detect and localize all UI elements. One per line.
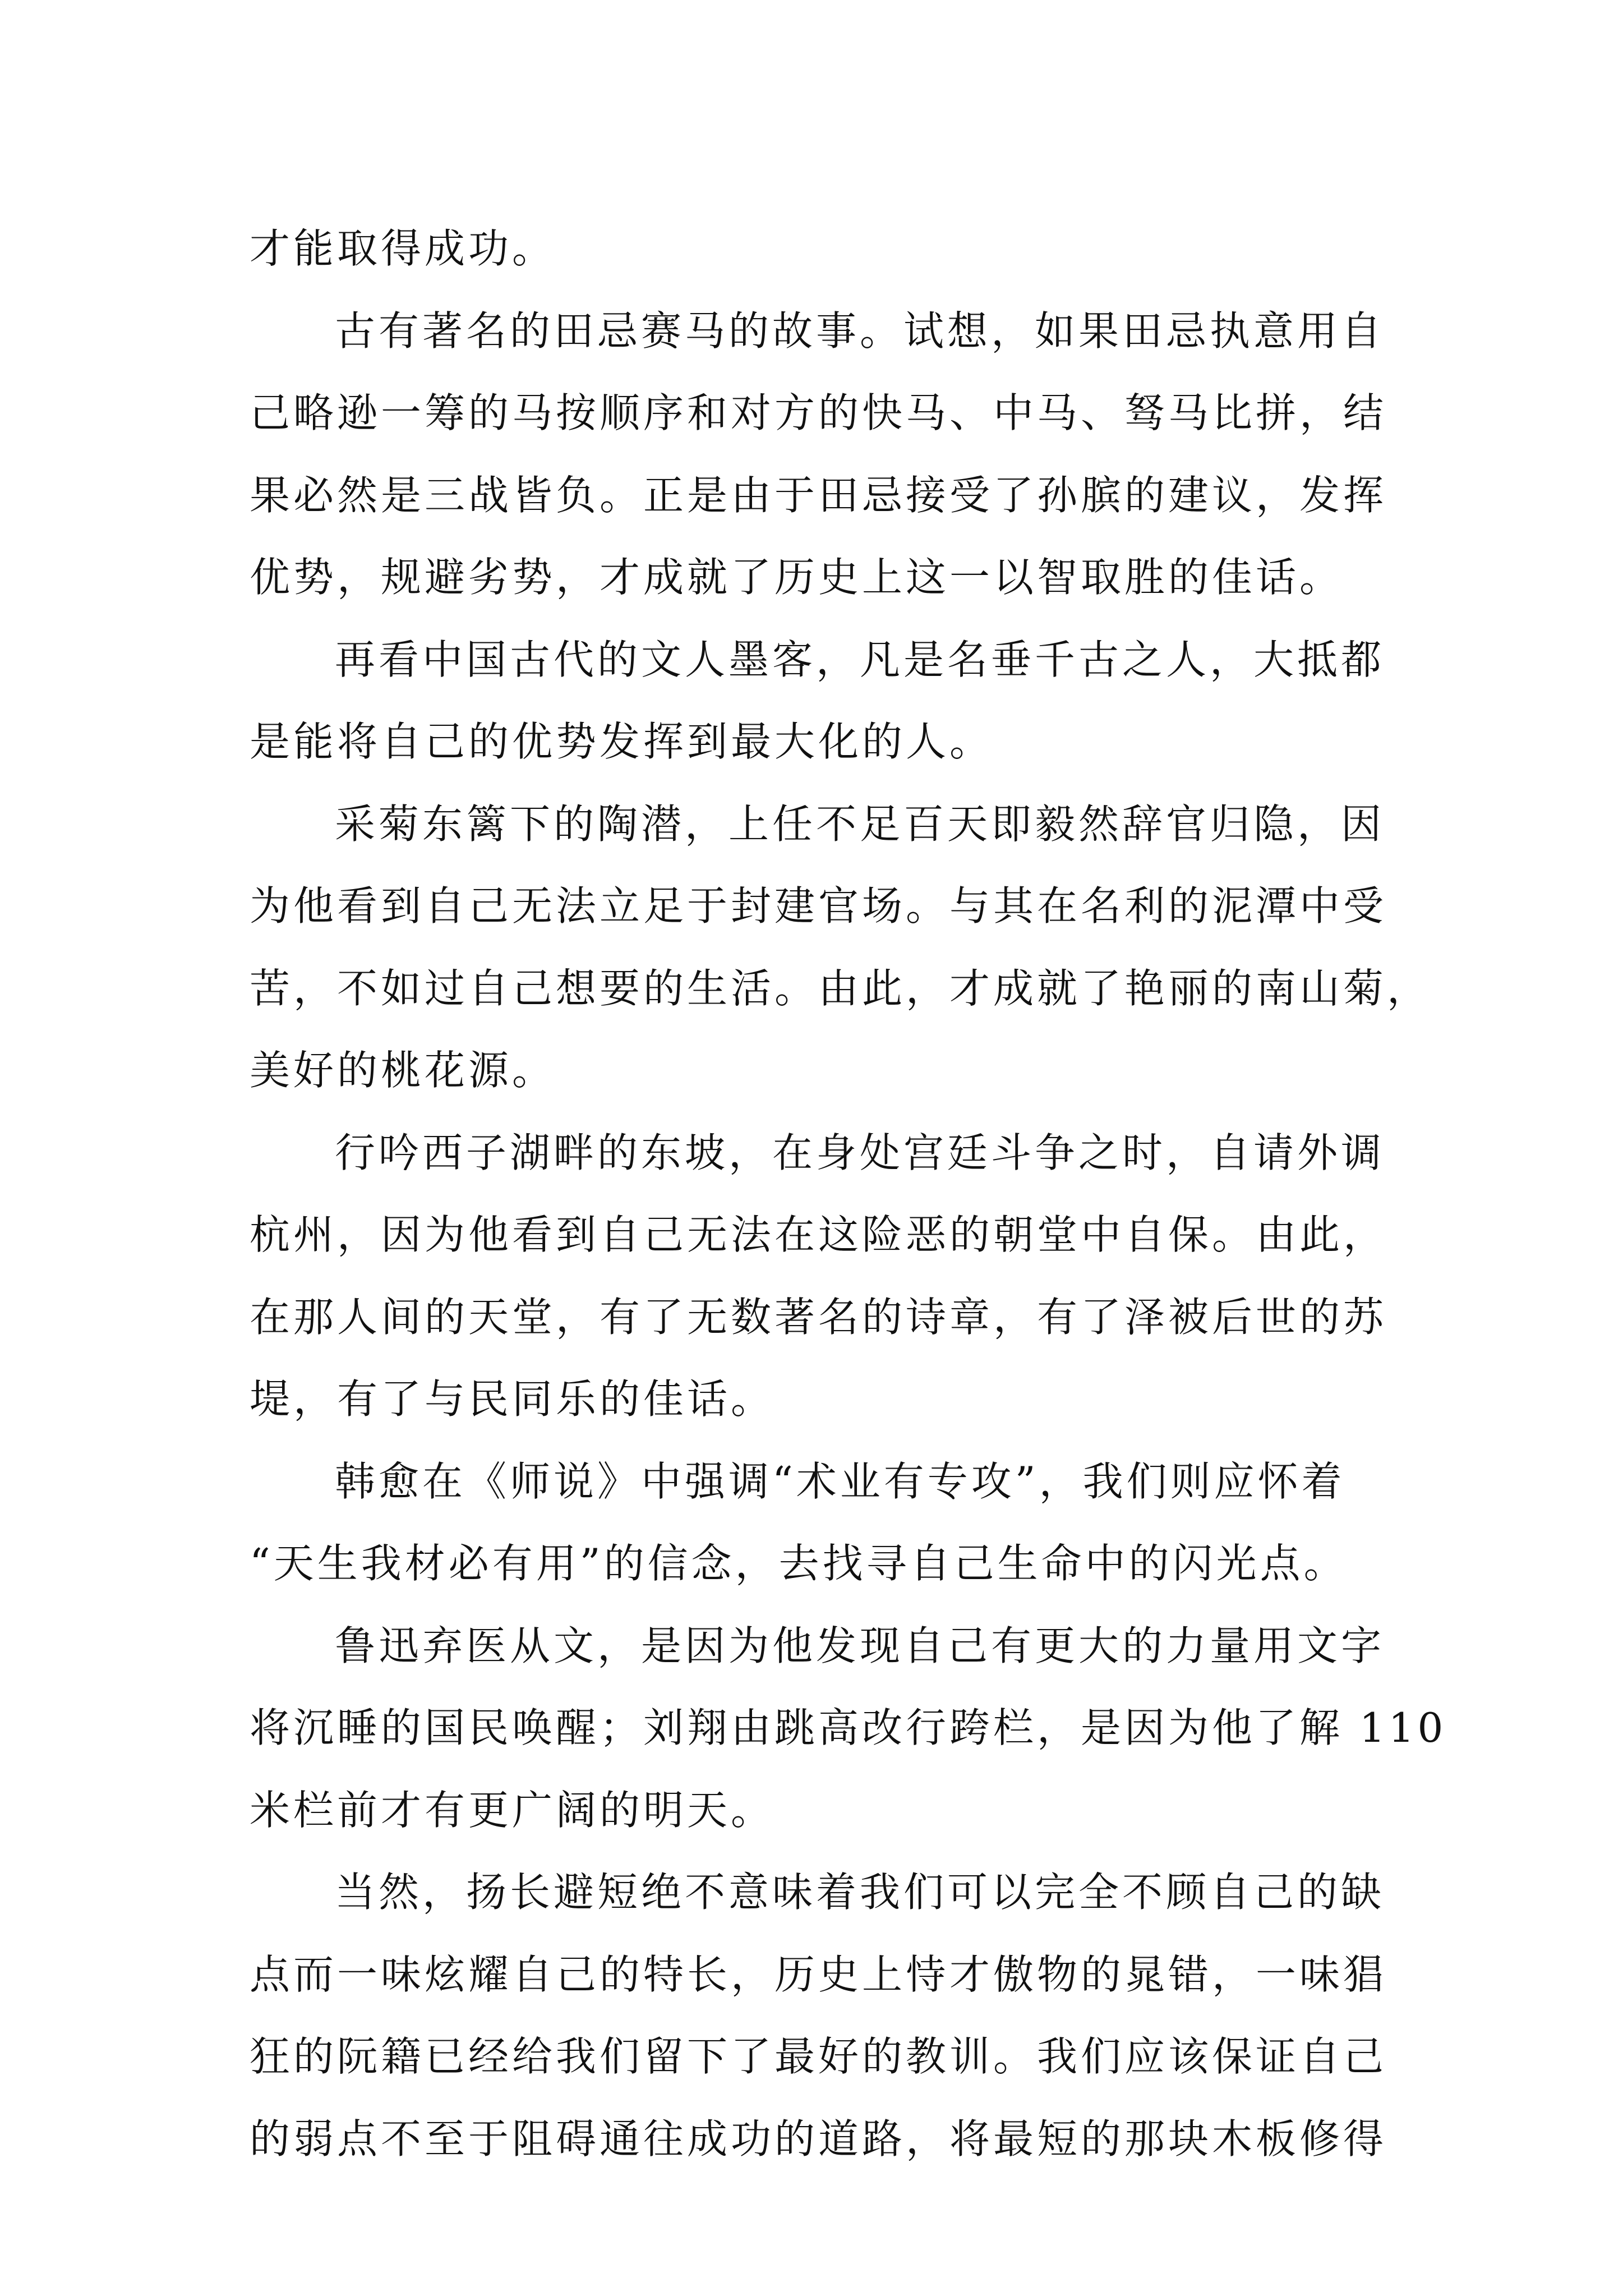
text-line: 果必然是三战皆负。正是由于田忌接受了孙膑的建议，发挥 (250, 471, 1387, 519)
text-line: 堤，有了与民同乐的佳话。 (250, 1375, 775, 1423)
paragraph-first-line: 采菊东篱下的陶潜，上任不足百天即毅然辞官归隐，因 (335, 800, 1385, 848)
text-line: 点而一味炫耀自己的特长，历史上恃才傲物的晁错，一味猖 (250, 1950, 1387, 1998)
text-line: “天生我材必有用”的信念，去找寻自己生命中的闪光点。 (250, 1540, 1348, 1587)
paragraph-first-line: 韩愈在《师说》中强调“术业有专攻”，我们则应怀着 (335, 1457, 1345, 1505)
text-line: 在那人间的天堂，有了无数著名的诗章，有了泽被后世的苏 (250, 1293, 1387, 1341)
text-line: 狂的阮籍已经给我们留下了最好的教训。我们应该保证自己 (250, 2033, 1387, 2080)
text-line: 己略逊一筹的马按顺序和对方的快马、中马、驽马比拼，结 (250, 389, 1387, 436)
text-line: 苦，不如过自己想要的生活。由此，才成就了艳丽的南山菊， (250, 964, 1431, 1012)
text-line: 才能取得成功。 (250, 225, 556, 272)
text-line: 米栏前才有更广阔的明天。 (250, 1786, 775, 1834)
paragraph-first-line: 古有著名的田忌赛马的故事。试想，如果田忌执意用自 (335, 307, 1385, 355)
text-line: 优势，规避劣势，才成就了历史上这一以智取胜的佳话。 (250, 554, 1344, 601)
essay-body (250, 208, 1447, 2180)
paragraph-first-line: 鲁迅弃医从文，是因为他发现自己有更大的力量用文字 (335, 1622, 1385, 1669)
paragraph-first-line: 行吟西子湖畔的东坡，在身处宫廷斗争之时，自请外调 (335, 1129, 1385, 1176)
text-line: 是能将自己的优势发挥到最大化的人。 (250, 718, 994, 765)
text-line: 的弱点不至于阻碍通往成功的道路，将最短的那块木板修得 (250, 2115, 1387, 2162)
text-line: 杭州，因为他看到自己无法在这险恶的朝堂中自保。由此， (250, 1211, 1387, 1258)
text-line: 美好的桃花源。 (250, 1047, 556, 1094)
paragraph-first-line: 当然，扬长避短绝不意味着我们可以完全不顾自己的缺 (335, 1869, 1385, 1916)
paragraph-first-line: 再看中国古代的文人墨客，凡是名垂千古之人，大抵都 (335, 636, 1385, 683)
text-line: 将沉睡的国民唤醒；刘翔由跳高改行跨栏，是因为他了解 110 (250, 1704, 1447, 1751)
text-line: 为他看到自己无法立足于封建官场。与其在名利的泥潭中受 (250, 882, 1387, 930)
